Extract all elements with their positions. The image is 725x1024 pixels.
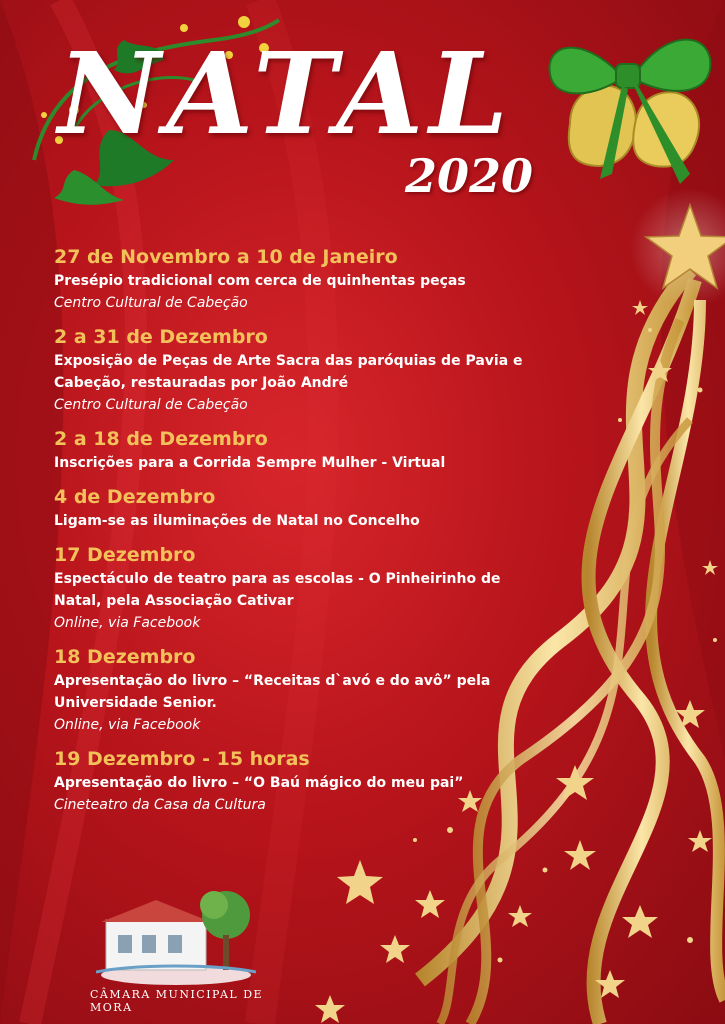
event-date: 4 de Dezembro	[54, 486, 216, 508]
bells-icon	[569, 86, 699, 167]
event-description: Inscrições para a Corrida Sempre Mulher - Virtual	[54, 455, 446, 471]
event-description: Exposição de Peças de Arte Sacra das paróquias de Pavia e Cabeção, restauradas por João André	[54, 353, 523, 391]
event-description: Presépio tradicional com cerca de quinhentas peças	[54, 273, 466, 289]
event-date: 27 de Novembro a 10 de Janeiro	[54, 246, 398, 268]
event-location: Online, via Facebook	[54, 717, 201, 733]
list-item	[54, 426, 544, 474]
organization-name: CÂMARA MUNICIPAL DE MORA	[90, 988, 264, 1014]
event-description: Apresentação do livro – “Receitas d`avó e do avô” pela Universidade Senior.	[54, 673, 491, 711]
event-list	[54, 244, 544, 826]
poster-year: 2020	[405, 149, 534, 203]
event-location: Centro Cultural de Cabeção	[54, 397, 248, 413]
list-item	[54, 244, 544, 314]
event-date: 2 a 31 de Dezembro	[54, 326, 268, 348]
town-hall-logo	[96, 880, 256, 990]
event-location: Cineteatro da Casa da Cultura	[54, 797, 266, 813]
event-date: 18 Dezembro	[54, 646, 196, 668]
event-location: Centro Cultural de Cabeção	[54, 295, 248, 311]
event-date: 17 Dezembro	[54, 544, 196, 566]
list-item	[54, 324, 544, 416]
event-date: 2 a 18 de Dezembro	[54, 428, 268, 450]
event-description: Apresentação do livro – “O Baú mágico do meu pai”	[54, 775, 464, 791]
event-description: Ligam-se as iluminações de Natal no Concelho	[54, 513, 420, 529]
list-item	[54, 644, 544, 736]
list-item	[54, 484, 544, 532]
list-item	[54, 542, 544, 634]
bow-icon	[540, 14, 720, 194]
event-date: 19 Dezembro - 15 horas	[54, 748, 310, 770]
poster-title: NATAL	[58, 29, 515, 160]
event-location: Online, via Facebook	[54, 615, 201, 631]
event-description: Espectáculo de teatro para as escolas - O Pinheirinho de Natal, pela Associação Cativar	[54, 571, 501, 609]
list-item	[54, 746, 544, 816]
